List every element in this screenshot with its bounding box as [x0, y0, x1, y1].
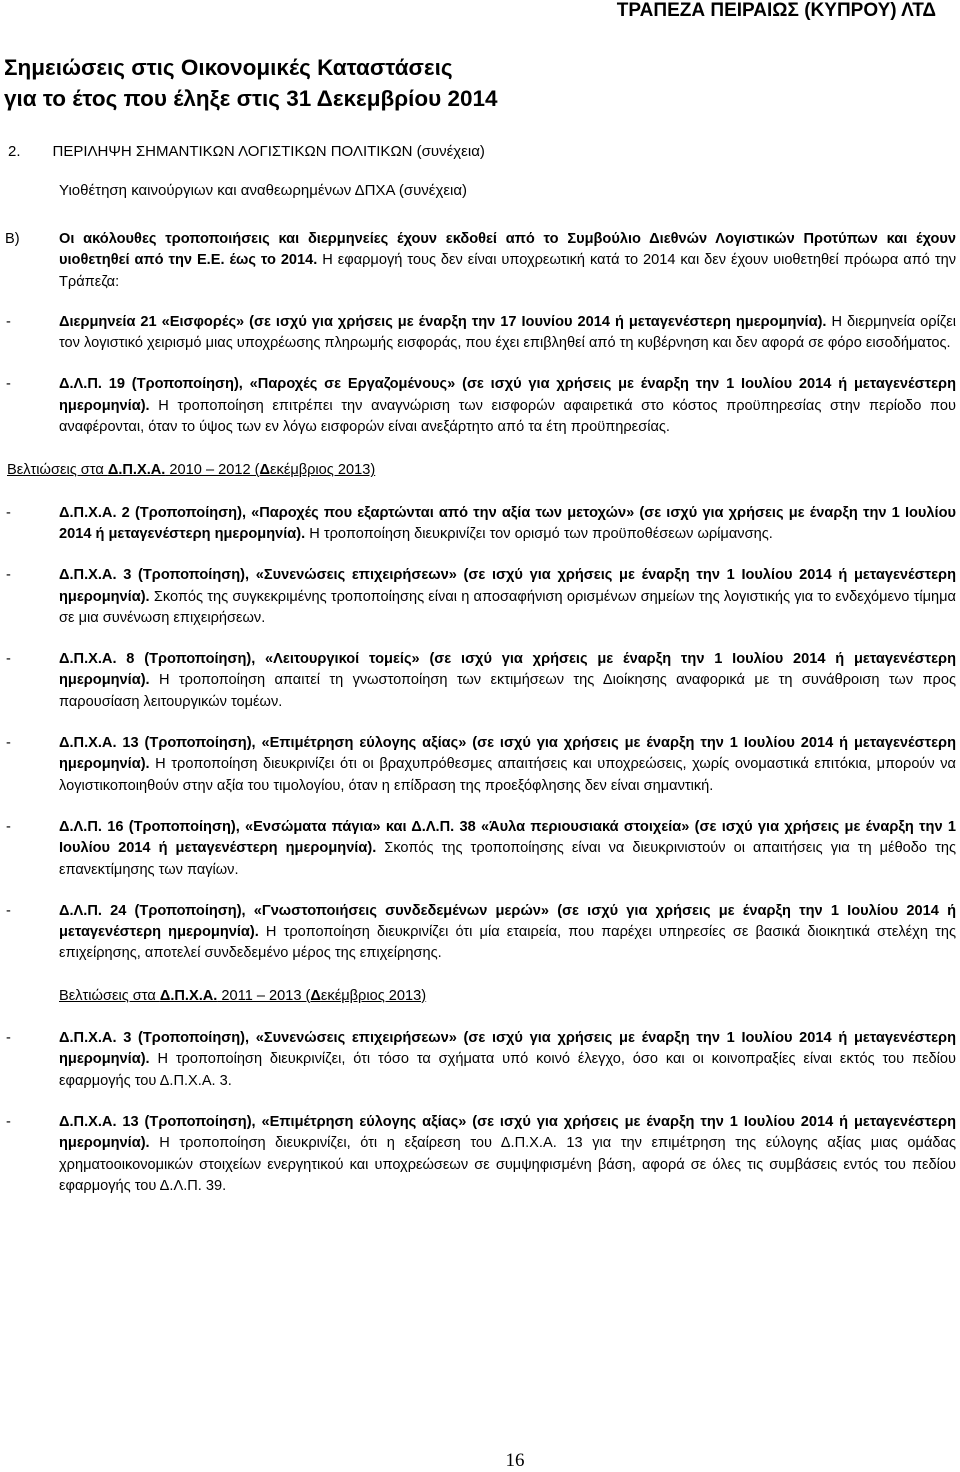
improvements-2011-2013-heading	[59, 986, 960, 1007]
item-title: Δ.Π.Χ.Α. 13 (Τροποποίηση), «Επιμέτρηση εύλογης αξίας» (σε ισχύ για χρήσεις με έναρξη την 1 Ιουλίου 2014 ή μεταγενέστερη ημερομηνία).	[59, 1113, 956, 1152]
list-bullet: -	[6, 818, 11, 835]
item-text: Η τροποποίηση διευκρινίζει ότι οι βραχυπρόθεσμες απαιτήσεις και υποχρεώσεις, χωρίς ονομαστικά επιτόκια, μπορούν να λογιστικοποιηθούν στην αξία του τιμολογίου, όταν η επίδραση της προεξόφλησης δεν είναι σημαντική.	[59, 756, 956, 794]
list-bullet: -	[6, 504, 11, 521]
list-item	[0, 312, 960, 355]
item-text: Η τροποποίηση διευκρινίζει ότι μία εταιρεία, που παρέχει υπηρεσίες σε βασικά διοικητικά στελέχη της επιχείρησης, αποτελεί συνδεδεμένο μέρος της επιχείρησης.	[59, 924, 956, 962]
item-text: Η τροποποίηση διευκρινίζει, ότι τόσο τα σχήματα υπό κοινό έλεγχο, όσο και οι κοινοπραξίες είναι εκτός του πεδίου εφαρμογής του Δ.Π.Χ.Α. 3.	[59, 1051, 956, 1089]
list-item	[0, 565, 960, 629]
section-title: ΠΕΡΙΛΗΨΗ ΣΗΜΑΝΤΙΚΩΝ ΛΟΓΙΣΤΙΚΩΝ ΠΟΛΙΤΙΚΩΝ (συνέχεια)	[52, 143, 485, 160]
heading-bold: Δ	[310, 987, 321, 1004]
item-text: Σκοπός της τροποποίησης είναι να διευκρινιστούν οι απαιτήσεις για τη μέθοδο της επανεκτίμησης των παγίων.	[59, 840, 956, 878]
list-item	[0, 374, 960, 438]
heading-bold: Δ.Π.Χ.Α.	[159, 987, 218, 1004]
item-title: Δ.Π.Χ.Α. 3 (Τροποποίηση), «Συνενώσεις επιχειρήσεων» (σε ισχύ για χρήσεις με έναρξη την 1 Ιουλίου 2014 ή μεταγενέστερη ημερομηνία).	[59, 567, 956, 605]
item-text: Η τροποποίηση διευκρινίζει τον ορισμό των προϋποθέσεων ωρίμανσης.	[305, 525, 773, 542]
list-item	[0, 1112, 960, 1197]
page-title	[4, 52, 498, 114]
list-bullet: -	[6, 735, 11, 752]
heading-date: εκέμβριος 2013)	[320, 987, 427, 1004]
list-bullet: -	[6, 1113, 11, 1130]
item-text: Σκοπός της συγκεκριμένης τροποποίησης είναι η αποσαφήνιση ορισμένων σημείων της λογιστικής για το ενδεχόμενο τίμημα σε μια συνένωση επιχειρήσεων.	[59, 588, 956, 626]
item-title: Δ.Π.Χ.Α. 2 (Τροποποίηση), «Παροχές που εξαρτώνται από την αξία των μετοχών» (σε ισχύ για χρήσεις με έναρξη την 1 Ιουλίου 2014 ή μεταγενέστερη ημερομηνία).	[59, 504, 956, 542]
list-bullet: -	[6, 567, 11, 584]
section-heading	[8, 143, 485, 160]
intro-text: Η εφαρμογή τους δεν είναι υποχρεωτική κατά το 2014 και δεν έχουν υιοθετηθεί πρόωρα από την Τράπεζα:	[59, 252, 956, 290]
item-text: Η διερμηνεία ορίζει τον λογιστικό χειρισμό μιας υποχρέωσης πληρωμής εισφοράς, που έχει επιβληθεί από τη κυβέρνηση και δεν αφορά σε φόρο εισοδήματος.	[59, 313, 956, 352]
page-number: 16	[505, 1450, 525, 1471]
heading-bold: Δ.Π.Χ.Α.	[107, 462, 166, 479]
item-title: Δ.Λ.Π. 24 (Τροποποίηση), «Γνωστοποιήσεις συνδεδεμένων μερών» (σε ισχύ για χρήσεις με έναρξη την 1 Ιουλίου 2014 ή μεταγενέστερη ημερομηνία).	[59, 902, 956, 941]
heading-bold: Δ	[259, 462, 271, 479]
list-item	[0, 901, 960, 965]
company-name: ΤΡΑΠΕΖΑ ΠΕΙΡΑΙΩΣ (ΚΥΠΡΟΥ) ΛΤΔ	[616, 0, 936, 21]
section-number: 2.	[8, 143, 21, 160]
title-line-1: Σημειώσεις στις Οικονομικές Καταστάσεις	[4, 55, 453, 80]
list-item	[0, 817, 960, 881]
list-bullet: -	[6, 902, 11, 919]
item-title: Δ.Λ.Π. 16 (Τροποποίηση), «Ενσώματα πάγια» και Δ.Λ.Π. 38 «Άυλα περιουσιακά στοιχεία» (σε ισχύ για χρήσεις με έναρξη την 1 Ιουλίου 2014 ή μεταγενέστερη ημερομηνία).	[59, 818, 956, 857]
item-title: Δ.Π.Χ.Α. 3 (Τροποποίηση), «Συνενώσεις επιχειρήσεων» (σε ισχύ για χρήσεις με έναρξη την 1 Ιουλίου 2014 ή μεταγενέστερη ημερομηνία).	[59, 1030, 956, 1068]
list-bullet: -	[6, 651, 11, 668]
intro-bold: Οι ακόλουθες τροποποιήσεις και διερμηνείες έχουν εκδοθεί από το Συμβούλιο Διεθνών Λογιστικών Προτύπων και έχουν υιοθετηθεί από την Ε.Ε. έως το 2014.	[59, 231, 956, 269]
list-item	[0, 503, 960, 546]
list-bullet: -	[6, 1030, 11, 1047]
list-bullet: -	[6, 313, 11, 330]
item-title: Δ.Π.Χ.Α. 13 (Τροποποίηση), «Επιμέτρηση εύλογης αξίας» (σε ισχύ για χρήσεις με έναρξη την 1 Ιουλίου 2014 ή μεταγενέστερη ημερομηνία).	[59, 735, 956, 773]
section-subheading: Υιοθέτηση καινούργιων και αναθεωρημένων ΔΠΧΑ (συνέχεια)	[59, 182, 468, 199]
heading-years: 2011 – 2013 (	[217, 987, 311, 1004]
item-title: Διερμηνεία 21 «Εισφορές» (σε ισχύ για χρήσεις με έναρξη την 17 Ιουνίου 2014 ή μεταγενέστερη ημερομηνία).	[59, 313, 827, 330]
title-line-2: για το έτος που έληξε στις 31 Δεκεμβρίου 2014	[4, 86, 498, 111]
intro-paragraph	[0, 229, 960, 293]
intro-marker: Β)	[5, 231, 20, 247]
heading-text: Βελτιώσεις στα	[7, 462, 108, 479]
list-item	[0, 733, 960, 797]
heading-text: Βελτιώσεις στα	[59, 987, 160, 1004]
item-title: Δ.Π.Χ.Α. 8 (Τροποποίηση), «Λειτουργικοί τομείς» (σε ισχύ για χρήσεις με έναρξη την 1 Ιουλίου 2014 ή μεταγενέστερη ημερομηνία).	[59, 651, 956, 689]
list-item	[0, 649, 960, 713]
document-body	[0, 229, 960, 1217]
list-item	[0, 1028, 960, 1092]
list-bullet: -	[6, 376, 11, 393]
heading-years: 2010 – 2012 (	[165, 462, 260, 479]
heading-date: εκέμβριος 2013)	[270, 462, 376, 479]
item-title: Δ.Λ.Π. 19 (Τροποποίηση), «Παροχές σε Εργαζομένους» (σε ισχύ για χρήσεις με έναρξη την 1 Ιουλίου 2014 ή μεταγενέστερη ημερομηνία).	[59, 376, 956, 414]
item-text: Η τροποποίηση διευκρινίζει, ότι η εξαίρεση του Δ.Π.Χ.Α. 13 για την επιμέτρηση της εύλογης αξίας μιας ομάδας χρηματοοικονομικών στοιχείων ενεργητικού και υποχρεώσεων σε συμψηφισμένη βάση, αφορά σε όλες τις συμβάσεις εντός του πεδίου εφαρμογής του Δ.Λ.Π. 39.	[59, 1135, 956, 1194]
item-text: Η τροποποίηση απαιτεί τη γνωστοποίηση των εκτιμήσεων της Διοίκησης αναφορικά με τη συνάθροιση των προς παρουσίαση λειτουργικών τομέων.	[59, 672, 956, 710]
improvements-2010-2012-heading	[7, 460, 960, 481]
item-text: Η τροποποίηση επιτρέπει την αναγνώριση των εισφορών αφαιρετικά στο κόστος προϋπηρεσίας στην περίοδο που αναφέρονται, όταν το ύψος των εν λόγω εισφορών είναι ανεξάρτητο από τα έτη προϋπηρεσίας.	[59, 397, 956, 436]
